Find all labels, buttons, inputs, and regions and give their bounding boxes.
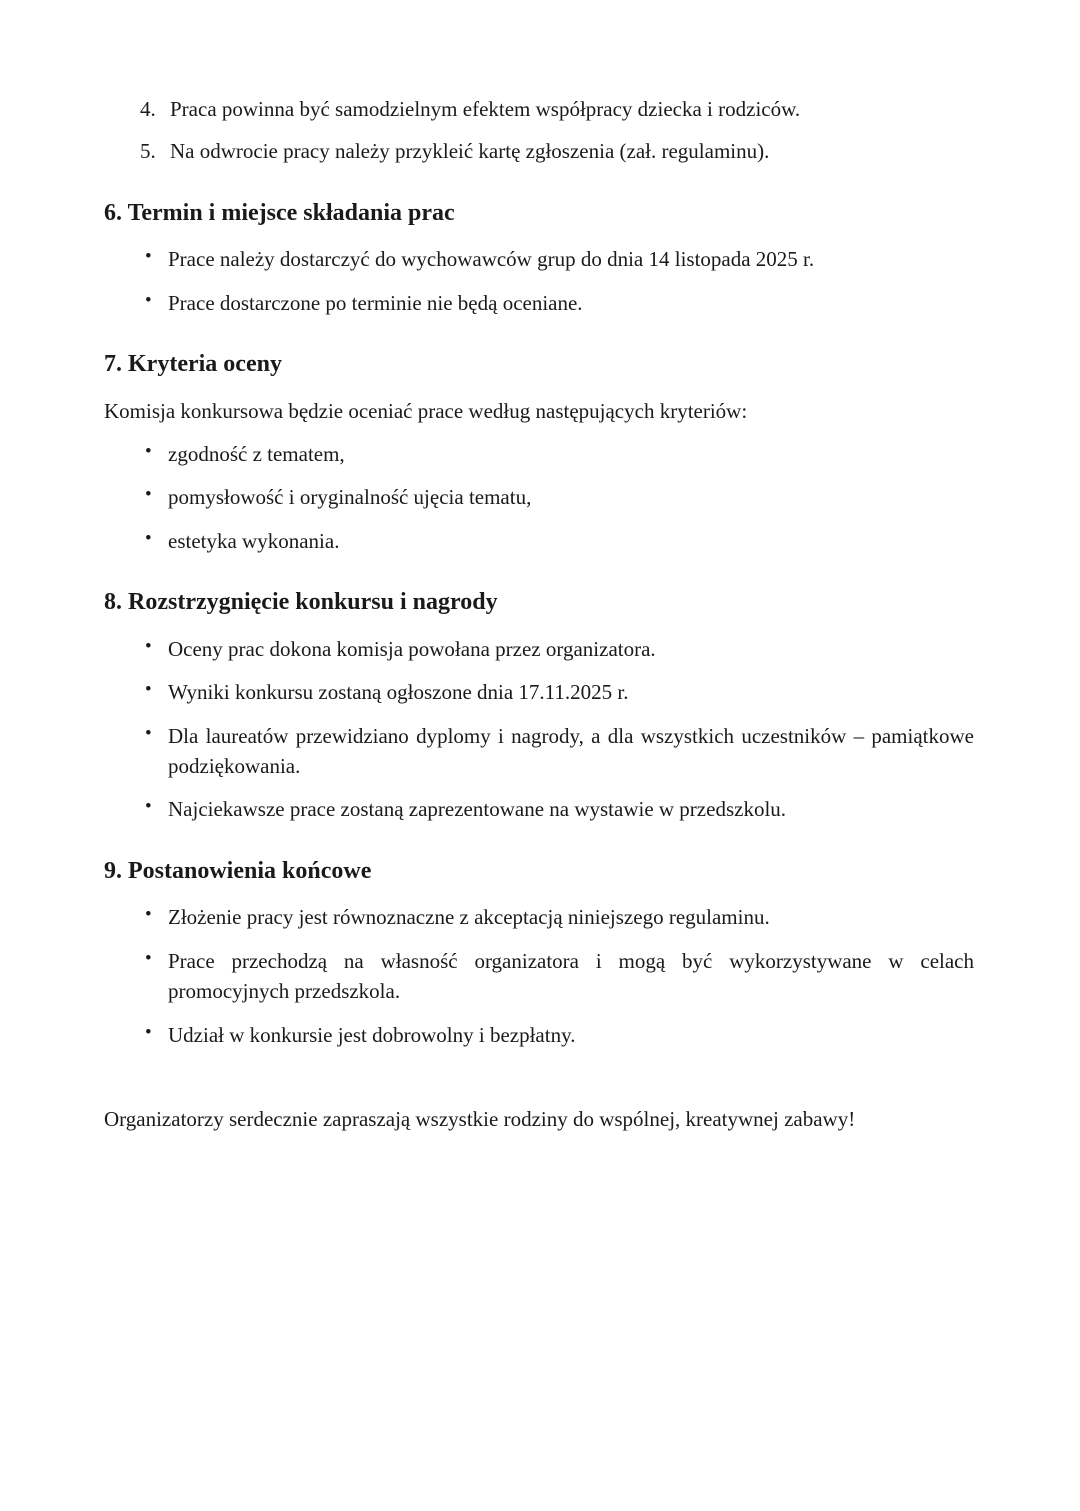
bullet-list-item [104,721,974,782]
section-postanowienia-koncowe [104,855,974,1050]
bullet-list-item [104,1020,974,1050]
section-kryteria-oceny [104,348,974,556]
bullet-text: Prace należy dostarczyć do wychowawców grup do dnia 14 listopada 2025 r. [168,247,815,272]
bullet-text: Najciekawsze prace zostaną zaprezentowane na wystawie w przedszkolu. [168,797,787,822]
bullet-list-item [104,482,974,512]
section-rozstrzygniecie-konkursu [104,586,974,825]
bullet-list-item [104,946,974,1007]
section-heading: 6. Termin i miejsce składania prac [104,199,455,226]
bullet-text: Prace przechodzą na własność organizatora i mogą być wykorzystywane w celach promocyjnych przedszkola. [168,948,974,1004]
bullet-icon: • [145,722,152,744]
bullet-text: estetyka wykonania. [168,528,340,553]
bullet-list-item [104,902,974,932]
bullet-text: Prace dostarczone po terminie nie będą oceniane. [168,290,583,315]
bullet-icon: • [145,246,152,268]
bullet-icon: • [145,1021,152,1043]
section-heading: 8. Rozstrzygnięcie konkursu i nagrody [104,589,498,616]
bullet-icon: • [145,635,152,657]
bullet-icon: • [145,289,152,311]
bullet-text: pomysłowość i oryginalność ujęcia tematu, [168,485,532,510]
bullet-list-item [104,634,974,664]
section-termin-i-miejsce [104,197,974,318]
list-item-number: 4. [140,97,156,121]
bullet-list-item [104,794,974,824]
bullet-text: Oceny prac dokona komisja powołana przez organizatora. [168,636,656,661]
list-item-number: 5. [140,139,156,164]
bullet-icon: • [145,796,152,818]
closing-paragraph: Organizatorzy serdecznie zapraszają wszystkie rodziny do wspólnej, kreatywnej zabawy! [104,1107,856,1131]
list-item-text: Na odwrocie pracy należy przykleić kartę zgłoszenia (zał. regulaminu). [170,139,770,164]
bullet-text: Złożenie pracy jest równoznaczne z akceptacją niniejszego regulaminu. [168,905,770,930]
bullet-list-item [104,244,974,274]
bullet-text: Udział w konkursie jest dobrowolny i bezpłatny. [168,1022,576,1047]
bullet-text: Wyniki konkursu zostaną ogłoszone dnia 17.11.2025 r. [168,680,629,705]
section-intro-paragraph: Komisja konkursowa będzie oceniać prace według następujących kryteriów: [104,398,748,423]
bullet-icon: • [145,904,152,926]
section-heading: 7. Kryteria oceny [104,351,282,378]
bullet-list-item [104,439,974,469]
bullet-icon: • [145,679,152,701]
bullet-icon: • [145,484,152,506]
bullet-text: Dla laureatów przewidziano dyplomy i nagrody, a dla wszystkich uczestników – pamiątkowe podziękowania. [168,723,974,778]
bullet-list-item [104,526,974,556]
section-heading: 9. Postanowienia końcowe [104,857,372,884]
bullet-icon: • [145,527,152,549]
bullet-text: zgodność z tematem, [168,441,345,466]
list-item-text: Praca powinna być samodzielnym efektem współpracy dziecka i rodziców. [170,97,801,121]
bullet-icon: • [145,947,152,969]
numbered-list-item [104,136,974,166]
bullet-list-item [104,677,974,707]
numbered-list-item [104,94,974,124]
bullet-icon: • [145,440,152,462]
bullet-list-item [104,288,974,318]
